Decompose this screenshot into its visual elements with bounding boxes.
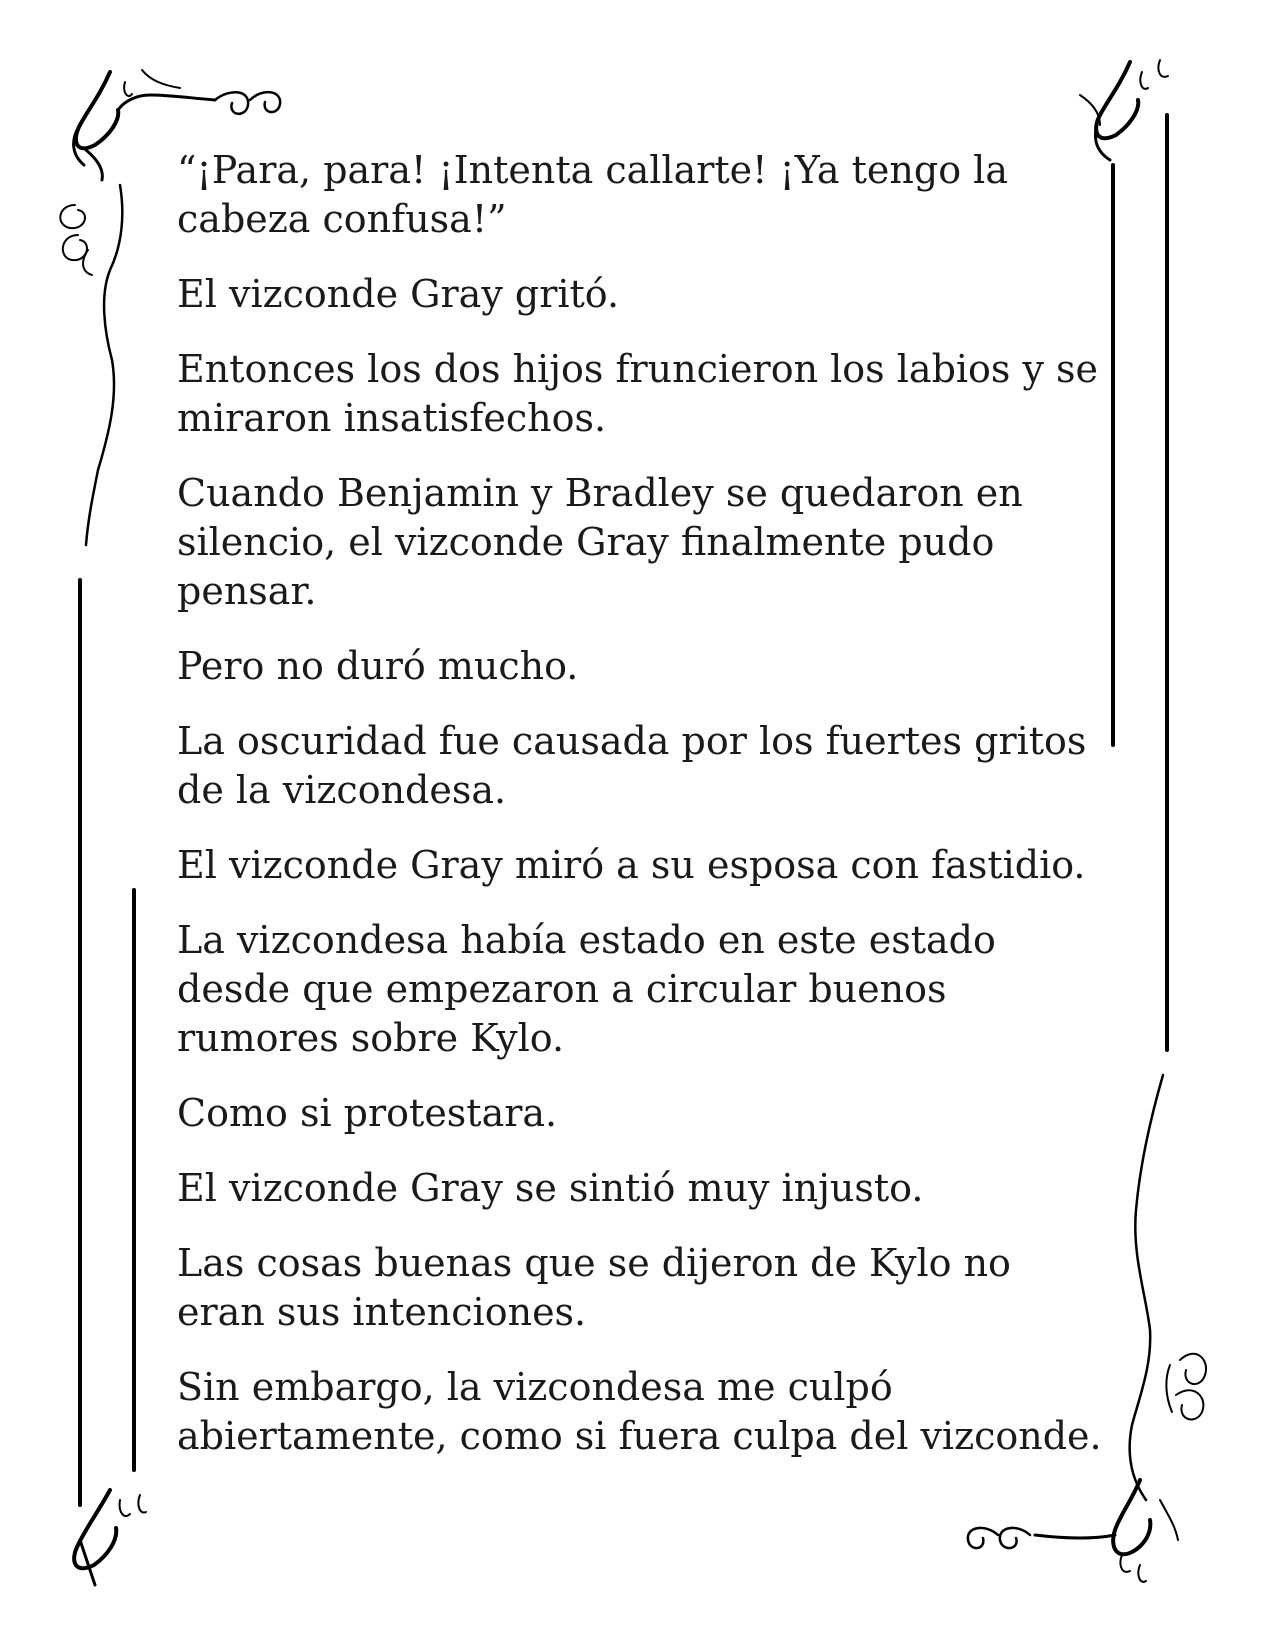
text-line: cabeza confusa!” <box>177 197 507 241</box>
paragraph <box>177 345 1097 443</box>
paragraph <box>177 717 1097 815</box>
text-line: eran sus intenciones. <box>177 1290 587 1334</box>
paragraph <box>177 1089 1097 1138</box>
text-line: Entonces los dos hijos fruncieron los labios y se <box>177 347 1099 391</box>
paragraph <box>177 841 1097 890</box>
text-line: Las cosas buenas que se dijeron de Kylo no <box>177 1241 1011 1285</box>
paragraph <box>177 1239 1097 1337</box>
text-line: Sin embargo, la vizcondesa me culpó <box>177 1365 893 1409</box>
text-line: silencio, el vizconde Gray finalmente pudo <box>177 520 995 564</box>
paragraph <box>177 1164 1097 1213</box>
text-line: Cuando Benjamin y Bradley se quedaron en <box>177 471 1023 515</box>
text-line: El vizconde Gray gritó. <box>177 272 620 316</box>
text-line: El vizconde Gray miró a su esposa con fastidio. <box>177 843 1086 887</box>
text-line: El vizconde Gray se sintió muy injusto. <box>177 1166 924 1210</box>
text-line: desde que empezaron a circular buenos <box>177 967 947 1011</box>
paragraph <box>177 270 1097 319</box>
text-line: Como si protestara. <box>177 1091 558 1135</box>
text-line: La oscuridad fue causada por los fuertes gritos <box>177 719 1087 763</box>
body-text <box>177 146 1102 1487</box>
text-line: La vizcondesa había estado en este estado <box>177 918 996 962</box>
paragraph <box>177 916 1097 1063</box>
paragraph <box>177 1363 1102 1461</box>
flourish-top-right <box>1080 60 1168 160</box>
text-line: miraron insatisfechos. <box>177 396 607 440</box>
text-line: “¡Para, para! ¡Intenta callarte! ¡Ya tengo la <box>177 148 1008 192</box>
flourish-bottom-left <box>74 1490 146 1585</box>
text-line: rumores sobre Kylo. <box>177 1016 565 1060</box>
paragraph <box>177 469 1097 616</box>
text-line: pensar. <box>177 569 317 613</box>
text-line: de la vizcondesa. <box>177 768 507 812</box>
paragraph <box>177 146 1097 244</box>
text-line: Pero no duró mucho. <box>177 644 579 688</box>
text-line: abiertamente, como si fuera culpa del vizconde. <box>177 1414 1102 1458</box>
paragraph <box>177 642 1097 691</box>
